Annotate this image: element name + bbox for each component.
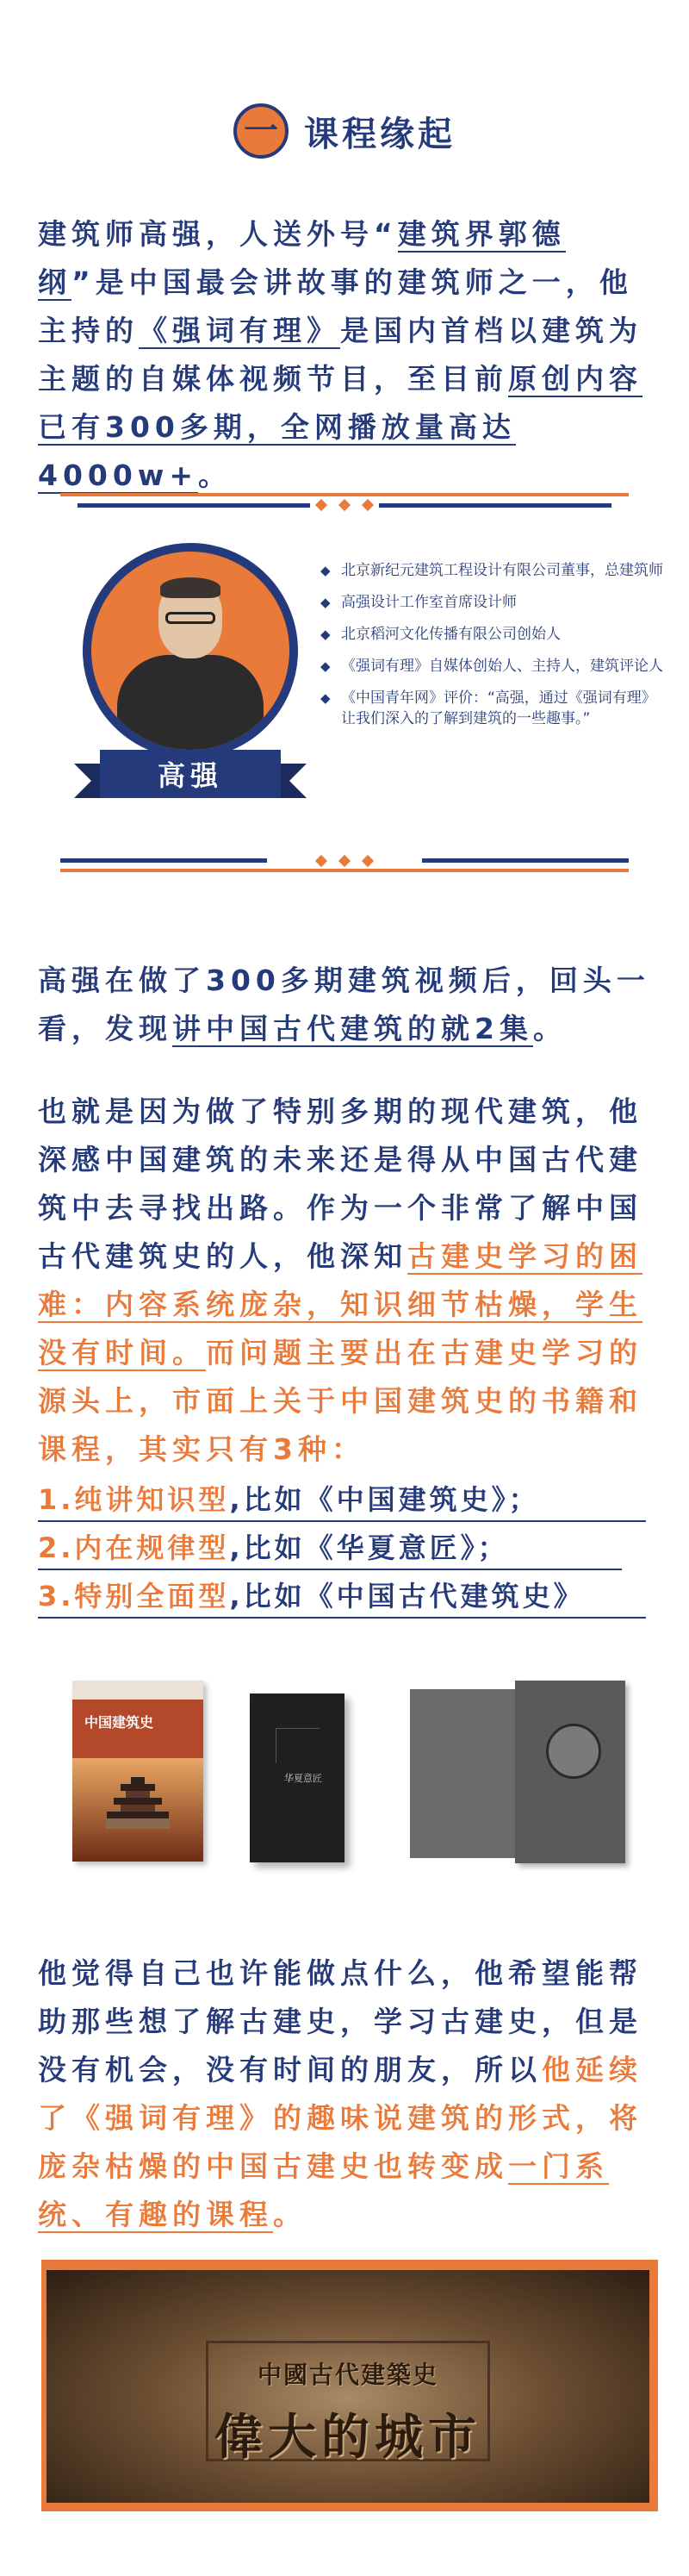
divider-line-blue-right xyxy=(379,503,611,508)
section-number: 一 xyxy=(244,111,278,151)
section-number-badge xyxy=(233,103,289,159)
portrait-body xyxy=(117,655,264,758)
intro-text-1: 建筑师高强，人送外号“ xyxy=(38,217,398,251)
intro-highlight-stats: 原创内容已有300多期，全网播放量高达4000w+ xyxy=(38,362,642,492)
paragraph-difficulty xyxy=(38,1088,651,1474)
diamond-bullet-icon: ◆ xyxy=(320,690,331,706)
intro-highlight-show: 《强词有理》 xyxy=(139,314,340,347)
list-item xyxy=(320,592,665,613)
list-item xyxy=(38,1481,675,1519)
type-example: ,比如《中国古代建筑史》 xyxy=(229,1580,585,1612)
section-title: 课程缘起 xyxy=(304,114,456,154)
box-emblem-icon xyxy=(546,1724,601,1779)
divider-diamond xyxy=(315,499,327,511)
profile-portrait xyxy=(74,543,307,827)
bullet-text: 《中国青年网》评价：“高强，通过《强词有理》让我们深入的了解到建筑的一些趣事。” xyxy=(341,689,656,727)
intro-text-4: 。 xyxy=(197,458,232,492)
temple-of-heaven-icon xyxy=(105,1777,171,1829)
para4-text-1: 他觉得自己也许能做点什么，他希望能帮助那些想了解古建史，学习古建史，但是没有机会，没有时间的朋友，所以 xyxy=(38,1956,642,2086)
book-band xyxy=(72,1681,203,1700)
banner-subtitle: 中國古代建築史 xyxy=(257,2361,438,2389)
book-title: 华夏意匠 xyxy=(284,1773,322,1784)
para4-text-3: 。 xyxy=(273,2198,307,2231)
portrait-circle xyxy=(83,543,298,758)
name-ribbon xyxy=(74,750,307,801)
para2-text-2: 。 xyxy=(532,1012,567,1045)
list-item xyxy=(320,656,665,677)
divider-line-blue-left xyxy=(78,503,310,508)
type-underline xyxy=(38,1569,622,1570)
diamond-bullet-icon: ◆ xyxy=(320,658,331,674)
ribbon-tail-left xyxy=(74,764,91,798)
intro-text-2: ”是中国最会讲故事的建筑师之一，他主持的 xyxy=(38,265,633,347)
profile-bottom-divider xyxy=(60,858,629,876)
section-header xyxy=(0,103,689,159)
type-example: ,比如《中国建筑史》； xyxy=(229,1483,540,1516)
type-underline xyxy=(38,1617,646,1619)
profile-bullets xyxy=(320,560,665,740)
para4-text-2: 他延续了《强词有理》的趣味说建筑的形式，将庞杂枯燥的中国古建史也转变成 xyxy=(38,2053,642,2183)
diamond-bullet-icon: ◆ xyxy=(320,563,331,578)
profile-top-divider xyxy=(60,493,629,510)
para2-text-1: 高强在做了300多期建筑视频后，回头一看，发现 xyxy=(38,964,650,1045)
divider-diamond xyxy=(362,499,374,511)
book-cover-huaxia-yijiang xyxy=(250,1693,344,1862)
course-banner-image xyxy=(47,2270,649,2503)
banner-title: 偉大的城市 xyxy=(214,2410,481,2466)
paragraph-video-count xyxy=(38,957,651,1053)
book-box-case xyxy=(515,1681,625,1863)
bullet-text: 《强词有理》自媒体创始人、主持人，建筑评论人 xyxy=(341,658,663,675)
type-example: ,比如《华夏意匠》； xyxy=(229,1531,509,1564)
list-item xyxy=(320,624,665,645)
divider-line-blue-left xyxy=(60,858,267,863)
profile-name: 高强 xyxy=(100,750,281,798)
book-cover-chinese-architecture-history xyxy=(72,1681,203,1862)
para3-text-1: 也就是因为做了特别多期的现代建筑，他深感中国建筑的未来还是得从中国古代建筑中去寻找出路。作为一个非常了解中国古代建筑史的人，他深知 xyxy=(38,1095,642,1273)
book-set-ancient-architecture-history xyxy=(410,1681,625,1863)
diamond-bullet-icon: ◆ xyxy=(320,627,331,642)
para3-highlight: 古建史学习的困难：内容系统庞杂，知识细节枯燥，学生没有时间。 xyxy=(38,1239,642,1369)
divider-diamond xyxy=(338,499,351,511)
divider-line-orange xyxy=(60,493,629,496)
intro-text-3: 是国内首档以建筑为主题的自媒体视频节目，至目前 xyxy=(38,314,642,396)
divider-line-orange xyxy=(60,869,629,872)
divider-diamond xyxy=(362,855,374,867)
ribbon-tail-right xyxy=(289,764,307,798)
intro-paragraph xyxy=(38,210,651,500)
list-item xyxy=(38,1529,675,1567)
divider-diamond xyxy=(315,855,327,867)
list-item xyxy=(38,1577,675,1615)
book-title: 中国建筑史 xyxy=(84,1714,154,1731)
type-label: 1.纯讲知识型 xyxy=(38,1483,230,1516)
type-underline xyxy=(38,1520,646,1522)
diamond-bullet-icon: ◆ xyxy=(320,595,331,610)
para2-highlight: 讲中国古代建筑的就2集 xyxy=(172,1012,533,1045)
para4-highlight: 一门系统、有趣的课程 xyxy=(38,2149,609,2231)
bullet-text: 北京新纪元建筑工程设计有限公司董事，总建筑师 xyxy=(341,562,663,579)
list-item xyxy=(320,688,665,729)
paragraph-course-origin xyxy=(38,1949,651,2239)
intro-highlight-nickname: 建筑界郭德纲 xyxy=(38,217,566,299)
bullet-text: 北京稻河文化传播有限公司创始人 xyxy=(341,626,561,643)
portrait-hair xyxy=(160,577,220,598)
divider-line-blue-right xyxy=(422,858,629,863)
type-label: 2.内在规律型 xyxy=(38,1531,230,1564)
portrait-glasses xyxy=(165,612,215,624)
type-label: 3.特别全面型 xyxy=(38,1580,230,1612)
book-cover-lines xyxy=(276,1728,320,1763)
bullet-text: 高强设计工作室首席设计师 xyxy=(341,594,517,611)
para3-text-2: 而问题主要出在古建史学习的源头上，市面上关于中国建筑史的书籍和课程，其实只有3种： xyxy=(38,1336,642,1466)
list-item xyxy=(320,560,665,581)
divider-diamond xyxy=(338,855,351,867)
